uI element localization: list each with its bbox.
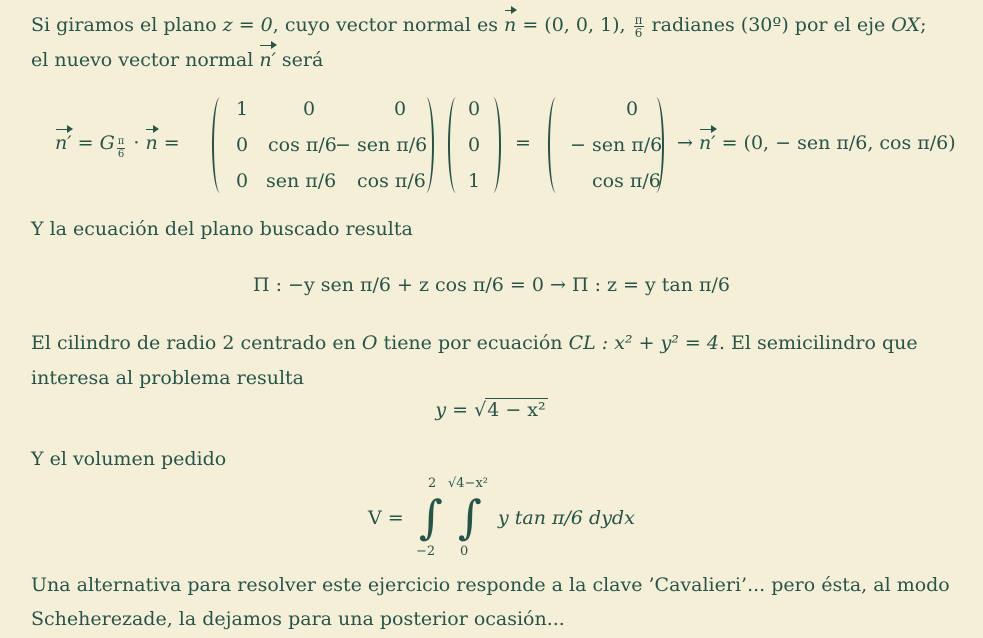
matrix-right-paren <box>418 97 434 193</box>
matrix-cell: 0 <box>394 98 407 120</box>
matrix-equation <box>0 94 983 196</box>
matrix-cell: 0 <box>236 134 249 156</box>
integrand: y tan π/6 dydx <box>498 507 635 529</box>
outer-lower-limit: −2 <box>416 544 436 559</box>
matrix-cell: − sen π/6 <box>335 134 428 156</box>
result-cell: 0 <box>626 98 639 120</box>
inner-upper-limit: √4−x² <box>448 476 488 491</box>
paragraph-4: Y el volumen pedido <box>31 448 227 470</box>
fraction-pi-6: $\frac{\pi}{6}$ <box>634 12 643 40</box>
plane-equation: Π : −y sen π/6 + z cos π/6 = 0 → Π : z = y tan π/6 <box>252 274 731 296</box>
matrix-left-paren <box>212 97 228 193</box>
vector-cell: 0 <box>468 98 481 120</box>
matrix-cell: 1 <box>236 98 249 120</box>
text-span: ; <box>920 14 927 36</box>
text-span: Si giramos el plano <box>31 14 223 36</box>
paragraph-3-line-2: interesa al problema resulta <box>31 367 304 389</box>
inner-lower-limit: 0 <box>460 544 469 559</box>
vector-right-paren <box>485 97 501 193</box>
vector-left-paren <box>448 97 464 193</box>
axis-label: OX <box>891 14 921 36</box>
result-inline: → n′ = (0, − sen π/6, cos π/6) <box>677 132 956 154</box>
matrix-lhs: n′ = G $\frac{\pi}{6}$ · n = <box>55 132 180 160</box>
paragraph-1-line-2 <box>31 48 323 72</box>
volume-lhs: V = <box>368 507 404 529</box>
equals-sign: = <box>515 132 531 154</box>
vector-n: n <box>504 14 517 36</box>
result-left-paren <box>548 97 564 193</box>
matrix-cell: sen π/6 <box>266 170 337 192</box>
math-span: z = 0 <box>222 14 273 36</box>
paragraph-3-line-1: El cilindro de radio 2 centrado en O tiene por ecuación CL : x² + y² = 4. El semicilindro que <box>31 332 918 354</box>
vector-cell: 1 <box>468 170 481 192</box>
outer-integral-sign: ∫ <box>419 490 443 544</box>
inner-integral-sign: ∫ <box>458 490 482 544</box>
vector-cell: 0 <box>468 134 481 156</box>
result-right-paren <box>648 97 664 193</box>
paragraph-5-line-1: Una alternativa para resolver este ejercicio responde a la clave ’Cavalieri’... pero ésta, al modo <box>31 574 950 596</box>
vector-n-prime: n′ <box>259 49 276 71</box>
paragraph-1-line-1: Si giramos el plano z = 0, cuyo vector normal es n = (0, 0, 1), $\frac{\pi}{6}$ radianes (30º) por el eje OX; <box>31 12 927 40</box>
text-span: el nuevo vector normal <box>31 49 260 71</box>
result-cell: cos π/6 <box>592 170 661 192</box>
result-cell: − sen π/6 <box>570 134 663 156</box>
text-span: , cuyo vector normal es <box>272 14 505 36</box>
text-span: será <box>275 49 324 71</box>
matrix-cell: 0 <box>236 170 249 192</box>
paragraph-5-line-2: Scheherezade, la dejamos para una posterior ocasión... <box>31 608 565 630</box>
paragraph-2: Y la ecuación del plano buscado resulta <box>31 218 413 240</box>
semicylinder-equation: y = √4 − x² <box>435 399 546 421</box>
normal-vector-value: (0, 0, 1) <box>544 14 620 36</box>
outer-upper-limit: 2 <box>428 476 437 491</box>
matrix-cell: cos π/6 <box>357 170 426 192</box>
matrix-cell: 0 <box>303 98 316 120</box>
matrix-cell: cos π/6 <box>268 134 337 156</box>
text-span: radianes (30º) por el eje <box>645 14 892 36</box>
